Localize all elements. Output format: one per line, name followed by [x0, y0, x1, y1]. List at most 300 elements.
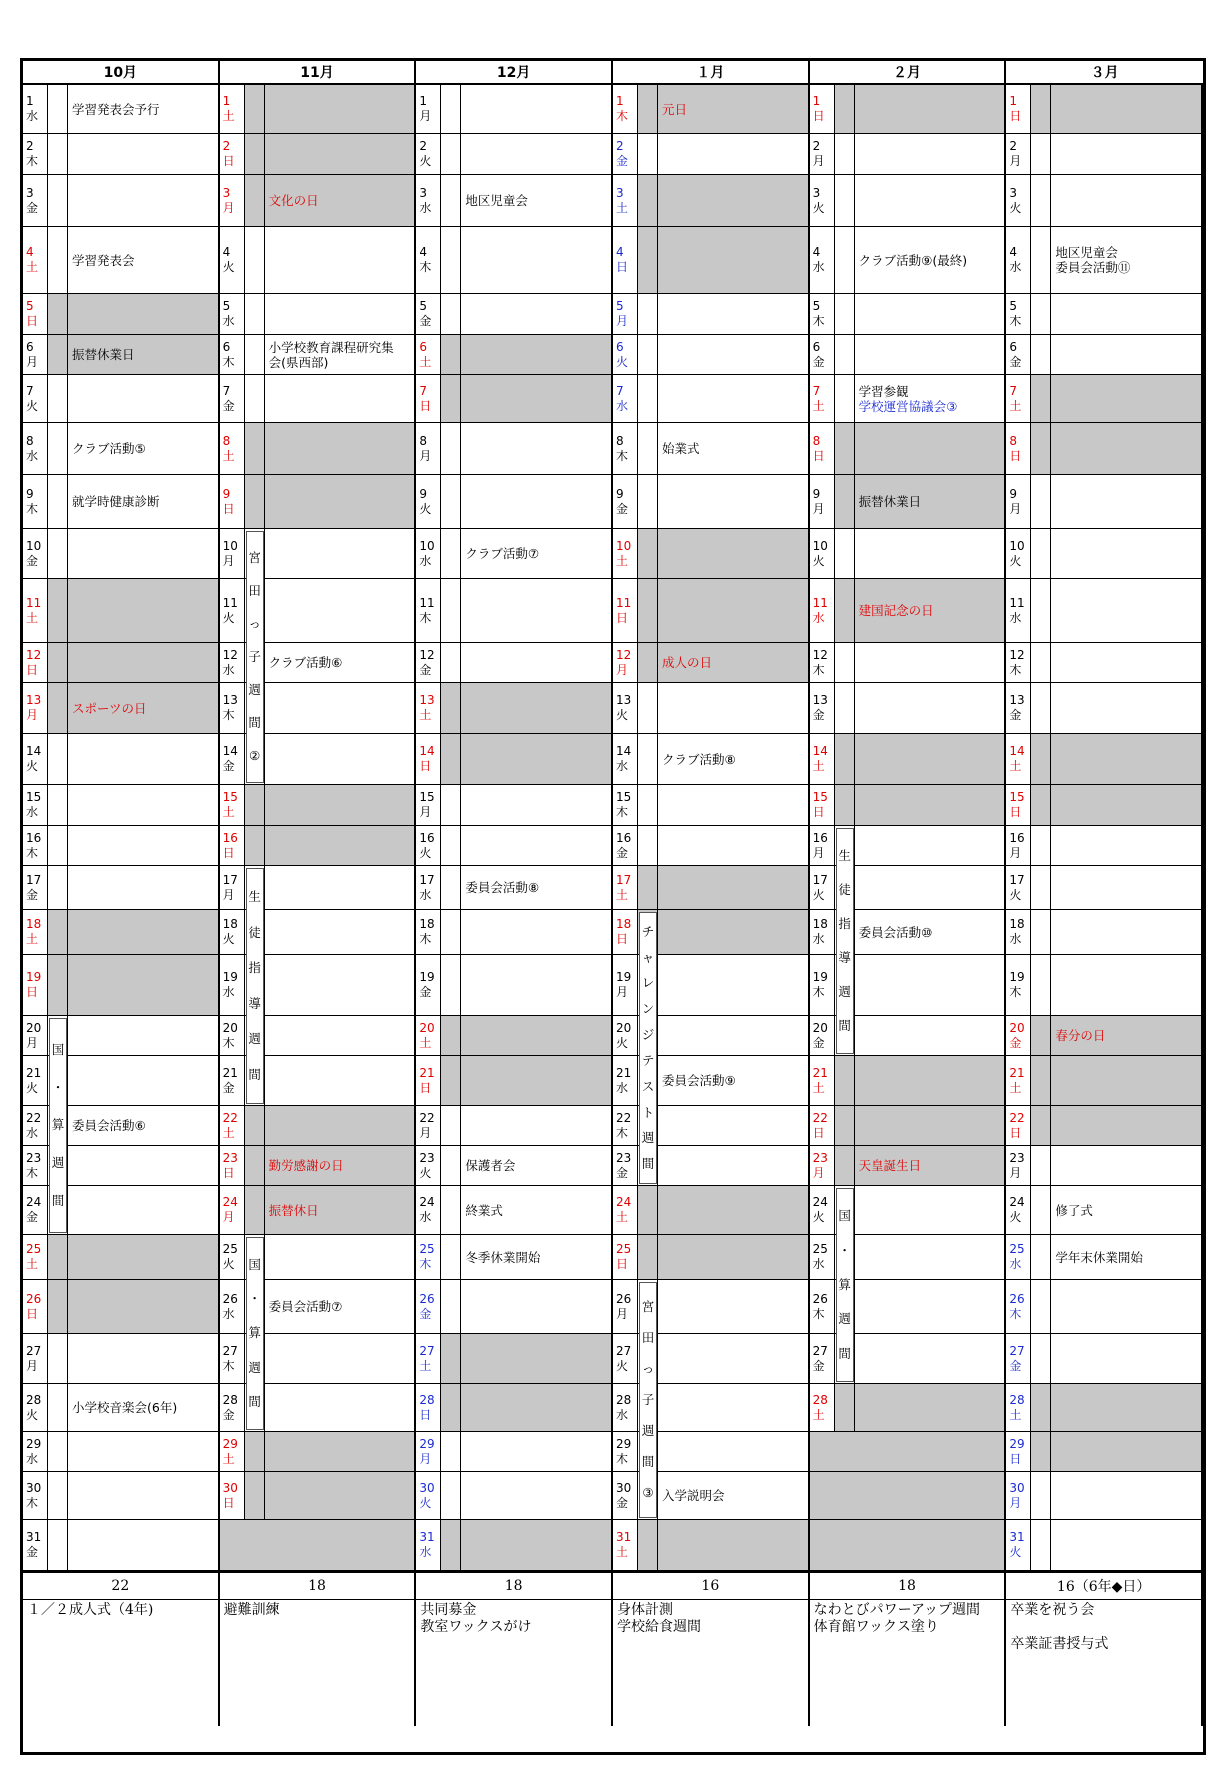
date-label	[23, 1056, 48, 1105]
event-text	[658, 175, 808, 226]
day-cell	[416, 1384, 613, 1432]
date-number: 18	[616, 917, 632, 931]
date-number: 4	[812, 245, 821, 259]
note-column	[245, 785, 265, 825]
weekday-label: 月	[616, 1306, 629, 1321]
monthly-notes: 卒業を祝う会 卒業証書授与式	[1006, 1600, 1203, 1726]
weekday-label: 日	[1009, 1125, 1022, 1140]
weekday-label: 土	[1009, 1080, 1022, 1095]
event-text	[68, 1472, 218, 1519]
weekday-label: 土	[812, 398, 825, 413]
weekday-label: 木	[222, 1358, 235, 1373]
day-cell	[23, 643, 220, 683]
weekday-label: 日	[26, 662, 39, 677]
week-label-char: 徒	[248, 924, 261, 940]
day-cell	[810, 335, 1007, 375]
date-label	[23, 1472, 48, 1519]
date-label	[1006, 1384, 1031, 1431]
event-text: 就学時健康診断	[72, 494, 160, 509]
weekday-label: 木	[812, 1306, 825, 1321]
day-cell	[1006, 475, 1203, 529]
day-cell	[810, 683, 1007, 734]
note-column	[245, 335, 265, 374]
date-number: 10	[222, 538, 238, 553]
day-cell	[810, 294, 1007, 335]
date-number: 20	[419, 1020, 435, 1035]
week-label-char: ト	[641, 1104, 655, 1120]
event-text	[68, 1146, 218, 1185]
date-number: 1	[616, 94, 624, 108]
weekday-label: 土	[26, 1257, 39, 1271]
event-text	[461, 955, 611, 1015]
event-text	[68, 734, 218, 784]
date-label	[810, 423, 835, 474]
note-column	[638, 579, 658, 642]
date-number: 8	[26, 433, 34, 448]
note-column	[1031, 866, 1051, 909]
date-label	[613, 1520, 638, 1570]
date-number: 13	[1009, 693, 1025, 707]
event-text	[265, 134, 415, 174]
date-number: 5	[26, 299, 34, 313]
weekday-label: 金	[812, 354, 825, 369]
day-cell	[810, 475, 1007, 529]
note-column	[1031, 579, 1051, 642]
day-cell	[416, 910, 613, 955]
date-number: 27	[419, 1343, 435, 1358]
weekday-label: 水	[1009, 1257, 1022, 1271]
date-number: 11	[26, 595, 42, 610]
event-text	[658, 294, 808, 334]
weekday-label: 木	[616, 805, 629, 819]
event-text: 委員会活動⑥	[72, 1118, 146, 1133]
date-number: 16	[1009, 830, 1025, 845]
note-column	[638, 785, 658, 825]
note-column	[441, 1056, 461, 1105]
weekday-label: 金	[616, 845, 629, 860]
day-cell	[613, 866, 810, 910]
weekday-label: 土	[222, 1125, 235, 1140]
event-text	[1051, 785, 1201, 825]
date-number: 29	[419, 1436, 435, 1451]
note-column	[835, 475, 855, 528]
note-column	[638, 1520, 658, 1570]
weekday-label: 日	[26, 314, 39, 328]
date-label	[220, 375, 245, 422]
event-text	[265, 1056, 415, 1105]
note-column	[441, 826, 461, 865]
day-cell	[220, 1472, 417, 1520]
day-cell	[23, 1472, 220, 1520]
day-cell	[23, 529, 220, 579]
day-cell	[416, 475, 613, 529]
day-cell	[23, 134, 220, 175]
weekday-label: 水	[419, 200, 432, 215]
day-cell	[416, 1056, 613, 1106]
week-label-char: ・	[838, 1242, 851, 1258]
day-cell	[810, 734, 1007, 785]
day-cell	[416, 734, 613, 785]
date-number: 3	[616, 185, 624, 200]
day-cell	[810, 1146, 1007, 1186]
weekday-label: 月	[812, 154, 825, 168]
weekday-label: 水	[419, 887, 432, 902]
event-text	[461, 1016, 611, 1055]
note-column	[835, 1056, 855, 1105]
date-number: 16	[419, 830, 435, 845]
week-label-char: 週	[838, 1311, 851, 1327]
day-cell	[23, 785, 220, 826]
day-cell	[613, 1186, 810, 1235]
event-text	[265, 955, 415, 1015]
event-text: 保護者会	[465, 1158, 516, 1173]
week-label-char: ン	[641, 1001, 655, 1017]
day-cell	[613, 683, 810, 734]
note-column	[245, 227, 265, 293]
day-cell	[810, 529, 1007, 579]
weekday-label: 火	[1009, 200, 1022, 215]
weekday-label: 木	[26, 845, 39, 860]
note-column	[48, 1472, 68, 1519]
date-number: 21	[616, 1065, 632, 1080]
date-number: 8	[616, 433, 624, 448]
day-cell	[1006, 1106, 1203, 1146]
note-column	[48, 1384, 68, 1431]
date-number: 13	[419, 693, 435, 707]
date-label	[613, 134, 638, 174]
day-cell	[810, 375, 1007, 423]
week-label-char: 算	[51, 1117, 65, 1133]
event-text	[1051, 475, 1201, 528]
date-label	[613, 227, 638, 293]
event-text	[1051, 1384, 1201, 1431]
weekday-label: 金	[1009, 1035, 1022, 1050]
note-column	[48, 335, 68, 374]
date-label	[220, 1235, 245, 1279]
date-number: 5	[222, 299, 231, 313]
date-label	[810, 475, 835, 528]
note-column	[48, 423, 68, 474]
weekday-label: 月	[1009, 501, 1022, 516]
date-label	[23, 643, 48, 682]
weekday-label: 月	[26, 1358, 39, 1373]
event-text	[658, 683, 808, 733]
weekday-label: 木	[26, 154, 39, 168]
date-label	[220, 683, 245, 733]
day-cell	[220, 85, 417, 134]
weekday-label: 金	[616, 1165, 629, 1180]
weekday-label: 金	[222, 759, 235, 773]
week-label-char: 週	[248, 1359, 261, 1375]
note-column	[835, 134, 855, 174]
date-number: 29	[222, 1436, 238, 1451]
day-cell	[613, 335, 810, 375]
week-period-label	[836, 1188, 854, 1382]
day-cell	[23, 85, 220, 134]
event-text	[265, 1235, 415, 1279]
date-label	[416, 529, 441, 578]
note-column	[835, 734, 855, 784]
day-cell	[23, 1334, 220, 1384]
day-cell	[416, 1235, 613, 1280]
date-number: 27	[222, 1343, 238, 1358]
event-text	[1051, 134, 1201, 174]
date-label	[1006, 734, 1031, 784]
event-text	[68, 134, 218, 174]
weekday-label: 土	[222, 448, 235, 463]
week-label-char: 算	[248, 1325, 261, 1341]
date-number: 21	[812, 1065, 828, 1080]
weekday-label: 水	[419, 1210, 432, 1224]
week-label-char: 週	[641, 1130, 655, 1146]
calendar-grid	[23, 61, 1203, 1726]
event-text	[1051, 579, 1201, 642]
day-cell	[416, 683, 613, 734]
note-column	[441, 294, 461, 334]
day-cell	[23, 227, 220, 294]
day-cell	[416, 1472, 613, 1520]
event-text	[68, 529, 218, 578]
weekday-label: 火	[419, 1165, 432, 1180]
day-cell	[23, 826, 220, 866]
date-label	[1006, 1280, 1031, 1333]
month-header: 11月	[220, 61, 417, 85]
weekday-label: 火	[222, 610, 235, 625]
date-label	[416, 1016, 441, 1055]
note-column	[48, 1235, 68, 1279]
note-column	[638, 529, 658, 578]
day-cell	[1006, 134, 1203, 175]
month-header: ３月	[1006, 61, 1203, 85]
date-number: 3	[1009, 185, 1017, 200]
event-text	[1051, 1056, 1201, 1105]
date-label	[1006, 1472, 1031, 1519]
weekday-label: 火	[26, 1080, 39, 1095]
day-cell	[416, 134, 613, 175]
weekday-label: 金	[222, 1080, 235, 1095]
weekday-label: 火	[419, 501, 432, 516]
note-column	[441, 785, 461, 825]
week-label-char: 間	[838, 1018, 851, 1033]
date-label	[23, 785, 48, 825]
weekday-label: 日	[26, 1306, 39, 1321]
event-text	[68, 1520, 218, 1570]
date-label	[1006, 1016, 1031, 1055]
date-number: 22	[419, 1110, 435, 1125]
date-number: 3	[222, 185, 231, 200]
empty-day-cell	[220, 1520, 417, 1571]
event-text	[1051, 175, 1201, 226]
date-number: 8	[419, 433, 427, 448]
day-cell	[613, 175, 810, 227]
date-label	[1006, 375, 1031, 422]
note-column	[48, 294, 68, 334]
school-calendar	[20, 58, 1206, 1755]
weekday-label: 火	[812, 887, 825, 902]
weekday-label: 金	[1009, 354, 1022, 369]
event-text	[658, 1432, 808, 1471]
weekday-label: 木	[812, 662, 825, 677]
date-label	[23, 1106, 48, 1145]
date-label	[220, 910, 245, 954]
weekday-label: 水	[222, 314, 235, 328]
weekday-label: 土	[616, 1210, 629, 1224]
date-label	[416, 955, 441, 1015]
event-text	[658, 1106, 808, 1145]
date-number: 19	[26, 970, 42, 984]
event-text: 文化の日	[265, 175, 415, 226]
date-label	[810, 734, 835, 784]
week-label-char: 間	[838, 1345, 851, 1361]
date-label	[613, 85, 638, 133]
monthly-notes: 身体計測 学校給食週間	[613, 1600, 810, 1726]
date-label	[810, 1016, 835, 1055]
date-number: 14	[222, 744, 238, 758]
note-column	[245, 375, 265, 422]
event-text: 委員会活動⑨	[662, 1073, 736, 1088]
weekday-label: 日	[812, 1125, 825, 1140]
date-number: 20	[26, 1020, 42, 1035]
note-column	[835, 1146, 855, 1185]
month-header: 10月	[23, 61, 220, 85]
week-period-label	[246, 868, 264, 1104]
date-number: 4	[616, 245, 624, 259]
weekday-label: 月	[222, 887, 235, 902]
day-cell	[1006, 1334, 1203, 1384]
event-text	[1051, 683, 1201, 733]
date-number: 30	[616, 1480, 632, 1495]
date-label	[1006, 85, 1031, 133]
date-label	[810, 1384, 835, 1431]
weekday-label: 土	[26, 932, 39, 946]
date-number: 11	[419, 595, 435, 610]
day-cell	[613, 785, 810, 826]
event-text: 終業式	[465, 1202, 503, 1218]
date-number: 16	[222, 830, 238, 845]
date-label	[810, 785, 835, 825]
day-cell	[220, 475, 417, 529]
note-column	[48, 1280, 68, 1333]
date-number: 27	[26, 1343, 42, 1358]
date-label	[23, 175, 48, 226]
weekday-label: 水	[26, 109, 39, 123]
date-number: 22	[26, 1110, 42, 1125]
week-label-char: 間	[248, 1066, 261, 1082]
event-text	[68, 375, 218, 422]
date-number: 24	[616, 1195, 632, 1209]
event-text	[855, 1106, 1005, 1145]
date-label	[220, 1280, 245, 1333]
event-text	[1051, 734, 1201, 784]
weekday-label: 月	[419, 1451, 432, 1466]
weekday-label: 火	[812, 553, 825, 568]
event-text	[658, 1235, 808, 1279]
event-text	[461, 134, 611, 174]
note-column	[1031, 734, 1051, 784]
date-label	[220, 826, 245, 865]
note-column	[1031, 175, 1051, 226]
date-number: 11	[222, 595, 238, 610]
weekday-label: 土	[26, 260, 39, 274]
week-label-char: 徒	[838, 882, 851, 897]
note-column	[835, 423, 855, 474]
week-period-label	[246, 531, 264, 783]
day-cell	[23, 579, 220, 643]
monthly-notes: 共同募金 教室ワックスがけ	[416, 1600, 613, 1726]
event-text	[265, 826, 415, 865]
date-number: 7	[26, 383, 34, 398]
date-number: 16	[26, 830, 42, 845]
day-cell	[416, 1016, 613, 1056]
event-text	[1051, 1106, 1201, 1145]
day-cell	[220, 1106, 417, 1146]
note-column	[638, 134, 658, 174]
weekday-label: 金	[419, 985, 432, 999]
date-label	[23, 1334, 48, 1383]
event-text: 勤労感謝の日	[265, 1146, 415, 1185]
note-column	[835, 683, 855, 733]
day-cell	[1006, 826, 1203, 866]
weekday-label: 日	[616, 1257, 629, 1271]
date-label	[1006, 826, 1031, 865]
event-text	[855, 683, 1005, 733]
date-number: 31	[616, 1530, 632, 1544]
date-number: 14	[1009, 744, 1025, 758]
weekday-label: 土	[222, 805, 235, 819]
event-text: 振替休業日	[855, 475, 1005, 528]
event-text	[265, 1334, 415, 1383]
month-header: ２月	[810, 61, 1007, 85]
note-column	[441, 1280, 461, 1333]
school-days-count: 18	[416, 1571, 613, 1600]
date-number: 23	[222, 1150, 238, 1165]
weekday-label: 火	[222, 260, 235, 274]
event-text: クラブ活動⑥	[268, 655, 343, 670]
weekday-label: 金	[812, 1035, 825, 1050]
event-text: クラブ活動⑦	[465, 546, 540, 561]
date-number: 4	[1009, 245, 1017, 259]
event-text	[855, 1384, 1005, 1431]
weekday-label: 火	[1009, 1210, 1022, 1224]
date-number: 11	[616, 595, 632, 610]
event-text: 冬季休業開始	[465, 1249, 541, 1265]
date-label	[1006, 910, 1031, 954]
note-column	[441, 1106, 461, 1145]
day-cell	[1006, 955, 1203, 1016]
day-cell	[810, 643, 1007, 683]
note-column	[1031, 1334, 1051, 1383]
date-label	[1006, 579, 1031, 642]
event-text: クラブ活動⑤	[72, 441, 146, 456]
weekday-label: 木	[616, 109, 629, 123]
day-cell	[416, 643, 613, 683]
school-days-count: 18	[810, 1571, 1007, 1600]
date-label	[220, 643, 245, 682]
date-number: 24	[812, 1195, 828, 1209]
day-cell	[613, 734, 810, 785]
date-label	[416, 1472, 441, 1519]
date-number: 22	[616, 1110, 632, 1125]
day-cell	[220, 1432, 417, 1472]
date-label	[810, 1235, 835, 1279]
day-cell	[416, 175, 613, 227]
day-cell	[416, 579, 613, 643]
date-label	[220, 85, 245, 133]
week-period-label	[639, 1282, 657, 1518]
week-label-char: チ	[641, 923, 655, 939]
date-label	[416, 1106, 441, 1145]
note-column	[441, 1016, 461, 1055]
